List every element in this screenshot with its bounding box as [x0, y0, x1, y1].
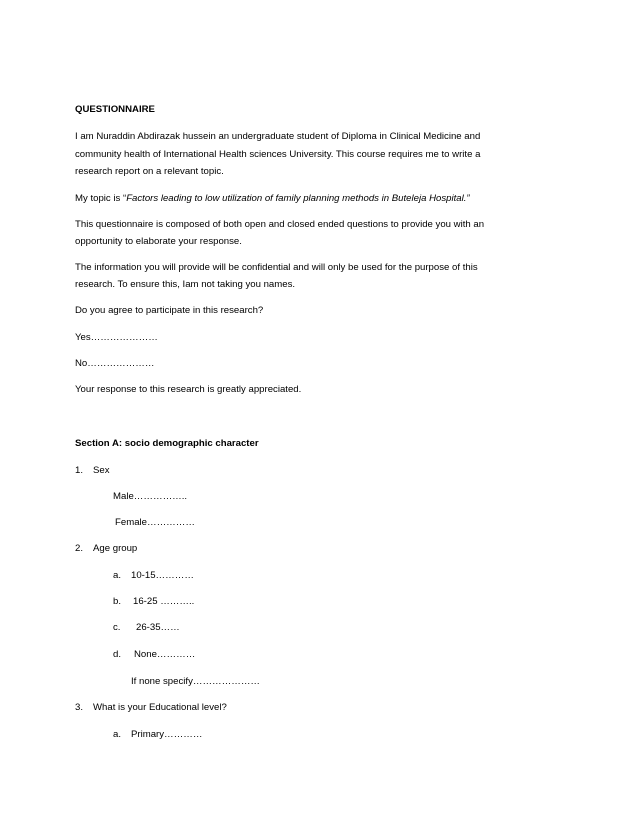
intro-line-2: community health of International Health sciences University. This course requires me to write a	[75, 149, 481, 160]
yes-option: Yes…………………	[75, 332, 158, 343]
section-a-heading: Section A: socio demographic character	[75, 438, 259, 449]
q1-option-female: Female……………	[115, 517, 195, 528]
q3-option-a-text: Primary…………	[131, 729, 203, 740]
confidential-line-1: The information you will provide will be confidential and will only be used for the purpose of this	[75, 262, 478, 273]
agree-question: Do you agree to participate in this research?	[75, 305, 264, 316]
q2-option-c-letter: c.	[113, 622, 121, 633]
q2-option-a-text: 10-15…………	[131, 570, 194, 581]
topic-line	[75, 193, 470, 205]
q1-option-male: Male……………..	[113, 491, 188, 502]
composed-line-2: opportunity to elaborate your response.	[75, 236, 242, 247]
document-title: QUESTIONNAIRE	[75, 104, 155, 115]
topic-prefix: My topic is “	[75, 193, 127, 204]
confidential-line-2: research. To ensure this, Iam not taking you names.	[75, 279, 296, 290]
q2-number: 2.	[75, 543, 84, 554]
q2-option-b-letter: b.	[113, 596, 122, 607]
composed-line-1: This questionnaire is composed of both open and closed ended questions to provide you with an	[75, 219, 485, 230]
q2-option-a-letter: a.	[113, 570, 122, 581]
topic-title: Factors leading to low utilization of family planning methods in Buteleja Hospital.”	[126, 193, 470, 204]
no-option: No…………………	[75, 358, 155, 369]
intro-line-1: I am Nuraddin Abdirazak hussein an undergraduate student of Diploma in Clinical Medicine and	[75, 131, 481, 142]
q1-label: Sex	[93, 465, 110, 476]
q3-label: What is your Educational level?	[93, 702, 227, 713]
q1-number: 1.	[75, 465, 84, 476]
q2-option-d-text: None…………	[134, 649, 196, 660]
intro-line-3: research report on a relevant topic.	[75, 166, 224, 177]
appreciation-text: Your response to this research is greatly appreciated.	[75, 384, 302, 395]
q2-option-b-text: 16-25 ………..	[133, 596, 195, 607]
q2-label: Age group	[93, 543, 138, 554]
q2-specify: If none specify…………………	[131, 676, 261, 687]
q2-option-c-text: 26-35……	[136, 622, 180, 633]
q3-number: 3.	[75, 702, 84, 713]
q3-option-a-letter: a.	[113, 729, 122, 740]
q2-option-d-letter: d.	[113, 649, 122, 660]
